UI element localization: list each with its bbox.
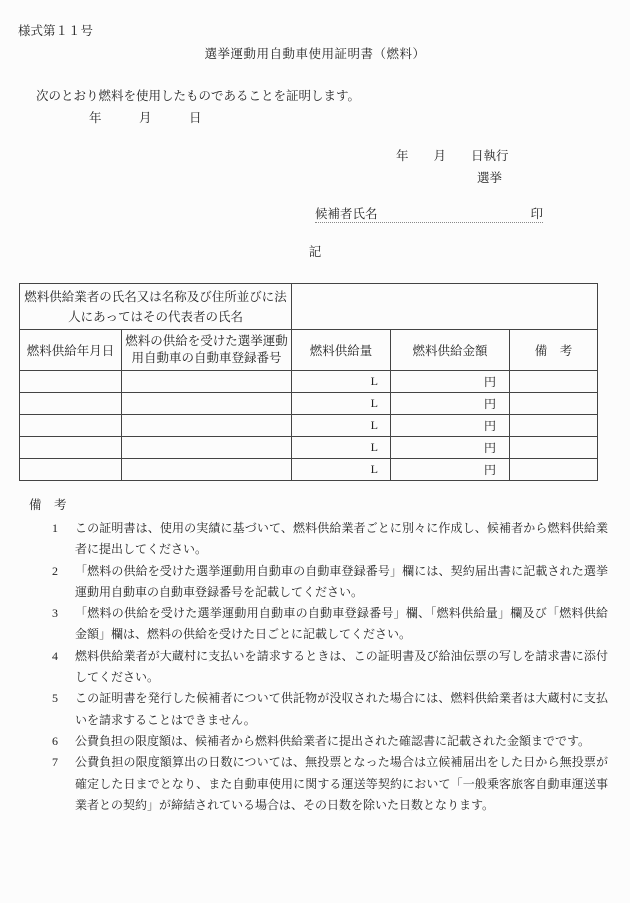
issue-date-line: 年 月 日 [89, 111, 202, 125]
note-item [29, 561, 608, 604]
amount-unit-cell: 円 [391, 437, 510, 459]
note-text: この証明書を発行した候補者について供託物が没収された場合には、燃料供給業者は大蔵村に支払いを請求することはできません。 [75, 691, 608, 727]
remarks-cell [510, 415, 598, 437]
note-text: 公費負担の限度額は、候補者から燃料供給業者に提出された確認書に記載された金額までです。 [75, 733, 591, 748]
note-text: 「燃料の供給を受けた選挙運動用自動車の自動車登録番号」欄、「燃料供給量」欄及び「燃料供給金額」欄は、燃料の供給を受けた日ごとに記載してください。 [75, 606, 608, 642]
note-number: 6 [52, 733, 58, 748]
note-number: 1 [52, 521, 58, 535]
record-marker: 記 [308, 245, 322, 259]
amount-unit-cell: 円 [391, 415, 510, 437]
quantity-unit-cell: L [292, 437, 391, 459]
note-item [29, 752, 608, 816]
supplier-value-cell [292, 284, 598, 330]
election-execution-date-line: 年 月 日執行 [396, 149, 509, 163]
note-number: 2 [52, 563, 58, 578]
note-item [29, 518, 608, 561]
note-text: 燃料供給業者が大蔵村に支払いを請求するときは、この証明書及び給油伝票の写しを請求書に添付してください。 [75, 648, 608, 685]
table-row [20, 459, 598, 481]
note-text: 「燃料の供給を受けた選挙運動用自動車の自動車登録番号」欄には、契約届出書に記載された選挙運動用自動車の自動車登録番号を記載してください。 [75, 563, 608, 599]
header-registration-line1: 燃料の供給を受けた選挙運動 [125, 334, 288, 348]
notes-heading: 備 考 [29, 498, 67, 512]
registration-cell [122, 415, 292, 437]
quantity-unit-cell: L [292, 459, 391, 481]
remarks-cell [510, 371, 598, 393]
note-text: この証明書は、使用の実績に基づいて、燃料供給業者ごとに別々に作成し、候補者から燃料供給業者に提出してください。 [75, 521, 608, 557]
election-label: 選挙 [477, 171, 503, 185]
table-row [20, 415, 598, 437]
form-number: 様式第１１号 [18, 24, 94, 38]
header-registration-number [122, 330, 292, 371]
candidate-name-label: 候補者氏名 [315, 207, 378, 221]
note-number: 5 [52, 691, 58, 706]
note-item [29, 646, 608, 689]
table-row [20, 371, 598, 393]
note-item [29, 688, 608, 731]
quantity-unit-cell: L [292, 393, 391, 415]
supplier-label-line1: 燃料供給業者の氏名又は名称及び住所並びに法 [24, 289, 287, 304]
table-header-row [20, 330, 598, 371]
candidate-name-line [315, 204, 543, 223]
notes-section [29, 495, 609, 816]
note-text: 公費負担の限度額算出の日数については、無投票となった場合は立候補届出をした日から無投票が確定した日までとなり、また自動車使用に関する運送等契約において「一般乗客旅客自動車運送事業者との契約」が締結されている場合は、その日数を除いた日数となります。 [75, 755, 608, 812]
document-title: 選挙運動用自動車使用証明書（燃料） [204, 47, 426, 61]
quantity-unit-cell: L [292, 415, 391, 437]
table-row [20, 437, 598, 459]
quantity-unit-cell: L [292, 371, 391, 393]
supplier-row [20, 284, 598, 330]
registration-cell [122, 459, 292, 481]
registration-cell [122, 393, 292, 415]
header-remarks: 備 考 [510, 330, 598, 371]
amount-unit-cell: 円 [391, 459, 510, 481]
amount-unit-cell: 円 [391, 371, 510, 393]
amount-unit-cell: 円 [391, 393, 510, 415]
remarks-cell [510, 393, 598, 415]
header-supply-amount: 燃料供給金額 [391, 330, 510, 371]
remarks-cell [510, 437, 598, 459]
supplier-label-line2: 人にあってはその代表者の氏名 [68, 309, 243, 324]
remarks-cell [510, 459, 598, 481]
fuel-supply-table [19, 283, 598, 481]
note-number: 7 [52, 755, 58, 770]
seal-label: 印 [530, 207, 543, 221]
header-supply-date: 燃料供給年月日 [20, 330, 122, 371]
table-row [20, 393, 598, 415]
date-cell [20, 393, 122, 415]
header-supply-quantity: 燃料供給量 [292, 330, 391, 371]
header-registration-line2: 用自動車の自動車登録番号 [131, 351, 282, 365]
note-number: 4 [52, 648, 58, 663]
registration-cell [122, 371, 292, 393]
note-number: 3 [52, 606, 58, 621]
date-cell [20, 415, 122, 437]
date-cell [20, 371, 122, 393]
note-item [29, 731, 608, 752]
certification-statement: 次のとおり燃料を使用したものであることを証明します。 [36, 89, 361, 103]
supplier-label-cell [20, 284, 292, 330]
note-item [29, 603, 608, 646]
date-cell [20, 437, 122, 459]
date-cell [20, 459, 122, 481]
registration-cell [122, 437, 292, 459]
